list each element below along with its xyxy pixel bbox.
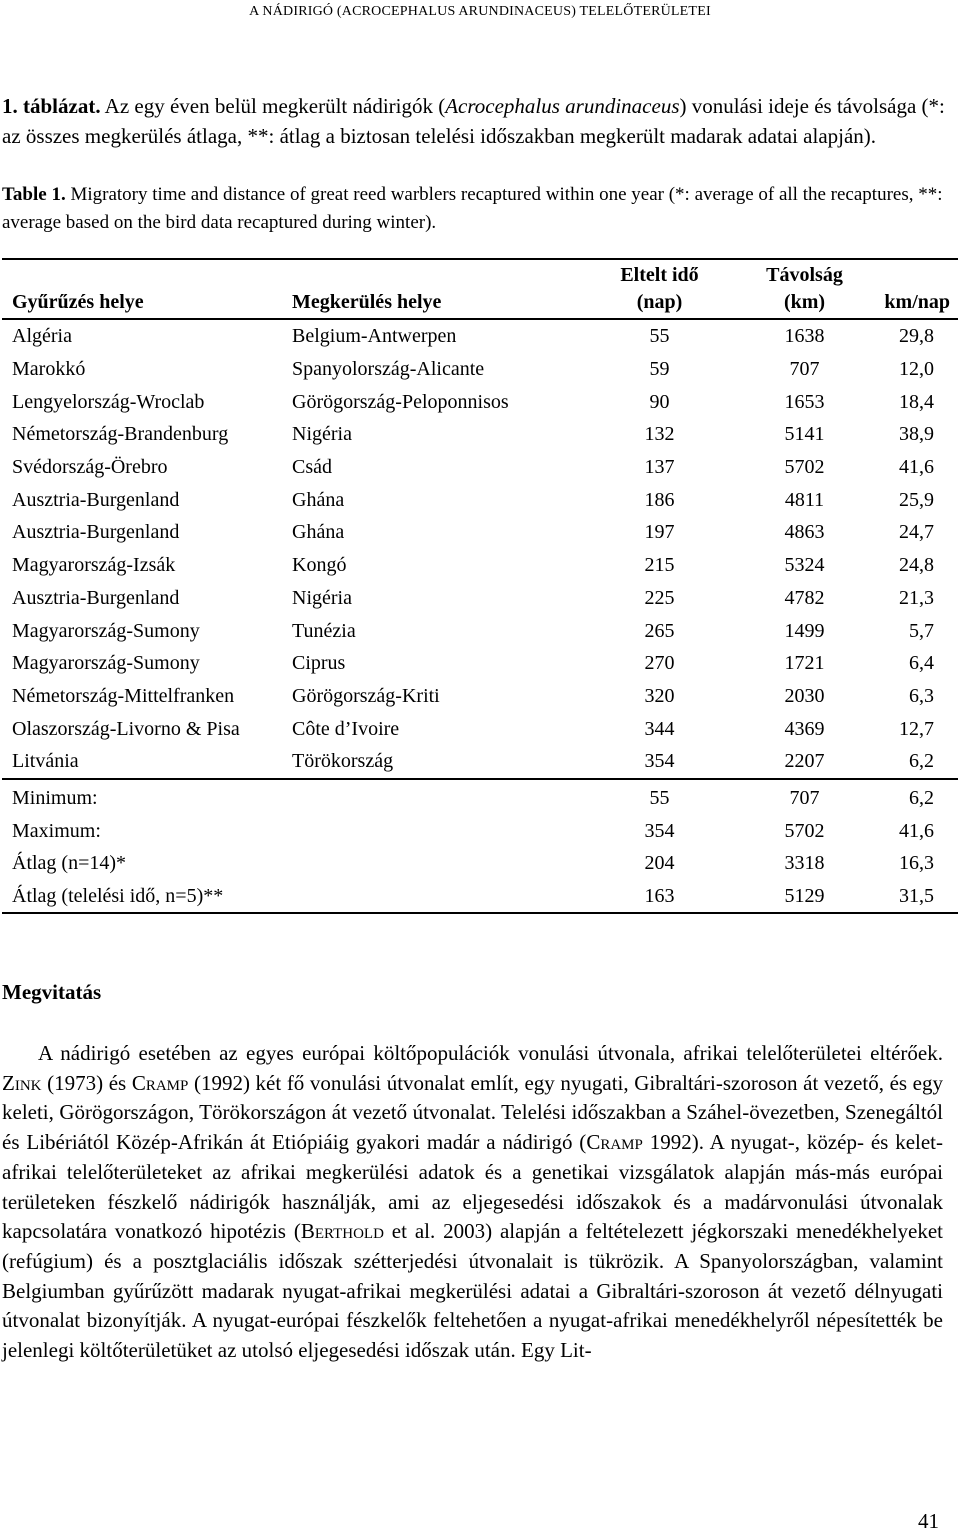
header-line: (km) [783,291,826,313]
distance-km-cell: 4811 [784,488,825,511]
recapture-site-cell: Kongó [292,554,347,577]
distance-km-cell: 4863 [784,521,825,544]
distance-km-cell: 2030 [784,684,825,707]
table-row [2,614,958,647]
ringing-site-cell: Litvánia [2,745,282,779]
elapsed-days-cell: 204 [644,852,675,875]
elapsed-days-cell: 225 [644,586,675,609]
section-heading: Megvitatás [2,980,102,1004]
paragraph [2,1039,943,1366]
table-row [2,451,958,484]
recapture-site-cell [282,880,582,914]
distance-km-cell: 4369 [784,717,825,740]
ringing-site-cell: Átlag (n=14)* [12,852,127,875]
table-row [2,483,958,516]
ringing-site-cell: Ausztria-Burgenland [12,488,180,511]
running-head: A NÁDIRIGÓ (ACROCEPHALUS ARUNDINACEUS) TELELŐTERÜLETEI [249,4,711,19]
caption-text: Migratory time and distance of great reed warblers recaptured within one year (*: average of all the recaptures, **: average based on the bird data recaptured during winter). [2,184,943,233]
text-run: (1992) két fő vonulási útvonalat említ, egy nyugati, Gibraltári-szoroson át vezető, és egy keleti, Görögországon, Törökországon át vezető útvonalat. Telelési időszakban a Száhel-övezetben, Szenegáltól és Libériától Közép-Afrikán át Etiópiáig gyakori madár a nádirigó ( [2,1070,943,1155]
km-per-day-cell: 5,7 [909,619,934,642]
km-per-day-cell: 29,8 [899,325,934,348]
distance-km-cell: 4782 [784,586,825,609]
author-name: Berthold [300,1219,384,1244]
recapture-site-cell: Tunézia [292,619,356,642]
elapsed-days-cell: 215 [644,554,675,577]
table-caption-english [2,181,954,237]
recapture-site-cell: Ghána [292,521,345,544]
table-row [2,582,958,615]
elapsed-days-cell: 163 [582,880,727,914]
header-recapture-site: Megkerülés helye [292,291,442,313]
recapture-site-cell: Nigéria [292,586,352,609]
table-header-row [2,259,958,319]
header-ringing-site: Gyűrűzés helye [12,291,144,313]
header-distance [727,259,872,319]
ringing-site-cell: Svédország-Örebro [12,456,168,479]
table-row [2,385,958,418]
elapsed-days-cell: 344 [644,717,675,740]
ringing-site-cell: Lengyelország-Wroclab [12,390,205,413]
recapture-table [2,258,958,914]
ringing-site-cell: Átlag (telelési idő, n=5)** [2,880,282,914]
recapture-site-cell: Ghána [292,488,345,511]
table-row [2,745,958,779]
elapsed-days-cell: 90 [649,390,670,413]
ringing-site-cell: Magyarország-Izsák [12,554,176,577]
km-per-day-cell: 41,6 [899,456,934,479]
ringing-site-cell: Minimum: [12,786,98,809]
distance-km-cell: 5702 [784,819,825,842]
header-km-per-day: km/nap [884,291,950,313]
table-row [2,516,958,549]
summary-row [2,779,958,815]
km-per-day-cell: 41,6 [899,819,934,842]
km-per-day-cell: 6,2 [872,745,958,779]
ringing-site-cell: Németország-Mittelfranken [12,684,235,707]
recapture-site-cell: Csád [292,456,332,479]
distance-km-cell: 1638 [784,325,825,348]
elapsed-days-cell: 265 [644,619,675,642]
recapture-site-cell: Ciprus [292,652,346,675]
km-per-day-cell: 16,3 [899,852,934,875]
text-run: (1973) és [41,1070,132,1095]
elapsed-days-cell: 197 [644,521,675,544]
recapture-site-cell [282,814,582,847]
recapture-site-cell [282,779,582,815]
distance-km-cell: 1653 [784,390,825,413]
distance-km-cell: 5324 [784,554,825,577]
body-paragraph [2,1039,943,1366]
elapsed-days-cell: 320 [644,684,675,707]
elapsed-days-cell: 55 [649,325,670,348]
table-row [2,549,958,582]
km-per-day-cell: 18,4 [899,390,934,413]
header-line: Eltelt idő [620,264,699,286]
table-row [2,680,958,713]
summary-row [2,847,958,880]
km-per-day-cell: 12,0 [899,358,934,381]
elapsed-days-cell: 132 [644,423,675,446]
recapture-site-cell: Belgium-Antwerpen [292,325,457,348]
distance-km-cell: 5702 [784,456,825,479]
ringing-site-cell: Magyarország-Sumony [12,619,200,642]
summary-row [2,880,958,914]
elapsed-days-cell: 270 [644,652,675,675]
distance-km-cell: 5129 [727,880,872,914]
recapture-site-cell [282,847,582,880]
text-run: et al. 2003) alapján a feltételezett jégkorszaki menedékhelyeket (refúgium) és a posztglaciális időszak szétterjedési útvonalait is tükrözik. A Spanyolországban, valamint Belgiumban gyűrűzött madarak nyugat-afrikai megkerülési adatai a Gibraltári-szoroson át vezető délnyugati útvonalat bizonyítják. A nyugat-európai fészkelők feltehetően a nyugat-afrikai menedékhelyről népesítették be jelenlegi költőterületüket az utolsó eljegesedési időszak után. Egy Lit- [2,1219,944,1363]
summary-row [2,814,958,847]
recapture-site-cell: Görögország-Kriti [292,684,440,707]
elapsed-days-cell: 55 [649,786,670,809]
header-line: (nap) [636,291,683,313]
recapture-site-cell: Spanyolország-Alicante [292,358,485,381]
recapture-site-cell: Côte d’Ivoire [292,717,400,740]
caption-text: ) vonulási ideje és távolsága (*: az összes megkerülés átlaga, **: átlag a biztosan telelési időszakban megkerült madarak adatai alapján). [2,94,945,148]
distance-km-cell: 1721 [784,652,825,675]
species-name: Acrocephalus arundinaceus [445,94,680,118]
elapsed-days-cell: 354 [644,819,675,842]
header-elapsed-time [582,259,727,319]
km-per-day-cell: 6,2 [909,786,934,809]
ringing-site-cell: Magyarország-Sumony [12,652,200,675]
elapsed-days-cell: 354 [582,745,727,779]
elapsed-days-cell: 59 [649,358,670,381]
recapture-site-cell: Görögország-Peloponnisos [292,390,509,413]
header-line: Távolság [766,264,843,286]
author-name: Cramp [131,1070,189,1095]
distance-km-cell: 5141 [784,423,825,446]
km-per-day-cell: 38,9 [899,423,934,446]
km-per-day-cell: 31,5 [872,880,958,914]
km-per-day-cell: 12,7 [899,717,934,740]
ringing-site-cell: Algéria [12,325,72,348]
text-run: A nádirigó esetében az egyes európai költőpopulációk vonulási útvonala, afrikai telelőterületei eltérőek. [38,1041,943,1065]
table-row [2,647,958,680]
km-per-day-cell: 6,4 [909,652,934,675]
km-per-day-cell: 25,9 [899,488,934,511]
recapture-site-cell: Nigéria [292,423,352,446]
author-name: Cramp [586,1130,643,1155]
elapsed-days-cell: 137 [644,456,675,479]
distance-km-cell: 3318 [784,852,825,875]
author-name: Zink [2,1070,42,1095]
distance-km-cell: 2207 [727,745,872,779]
caption-label: 1. táblázat. [2,94,101,118]
text-run: 1992). A nyugat-, közép- és kelet-afrikai telelőterületeket az afrikai megkerülési adatok és a genetikai vizsgálatok alapján más-más európai területeken fészkelő nádirigók használják, ami az eljegesedési időszakok és a madárvonulási útvonalak kapcsolatára vonatkozó hipotézis ( [2,1130,943,1244]
km-per-day-cell: 6,3 [909,684,934,707]
table-caption-hungarian [2,91,954,151]
table-row [2,418,958,451]
ringing-site-cell: Ausztria-Burgenland [12,586,180,609]
ringing-site-cell: Németország-Brandenburg [12,423,229,446]
page-number: 41 [918,1509,939,1533]
km-per-day-cell: 21,3 [899,586,934,609]
recapture-site-cell: Törökország [282,745,582,779]
km-per-day-cell: 24,7 [899,521,934,544]
ringing-site-cell: Maximum: [12,819,101,842]
table-row [2,319,958,353]
ringing-site-cell: Olaszország-Livorno & Pisa [12,717,240,740]
km-per-day-cell: 24,8 [899,554,934,577]
distance-km-cell: 707 [789,358,820,381]
distance-km-cell: 1499 [784,619,825,642]
ringing-site-cell: Ausztria-Burgenland [12,521,180,544]
table-row [2,712,958,745]
ringing-site-cell: Marokkó [12,358,86,381]
table-row [2,353,958,386]
elapsed-days-cell: 186 [644,488,675,511]
table-summary [2,779,958,914]
distance-km-cell: 707 [789,786,820,809]
caption-text: Az egy éven belül megkerült nádirigók ( [100,94,446,118]
caption-label: Table 1. [2,184,66,205]
table-body [2,319,958,779]
